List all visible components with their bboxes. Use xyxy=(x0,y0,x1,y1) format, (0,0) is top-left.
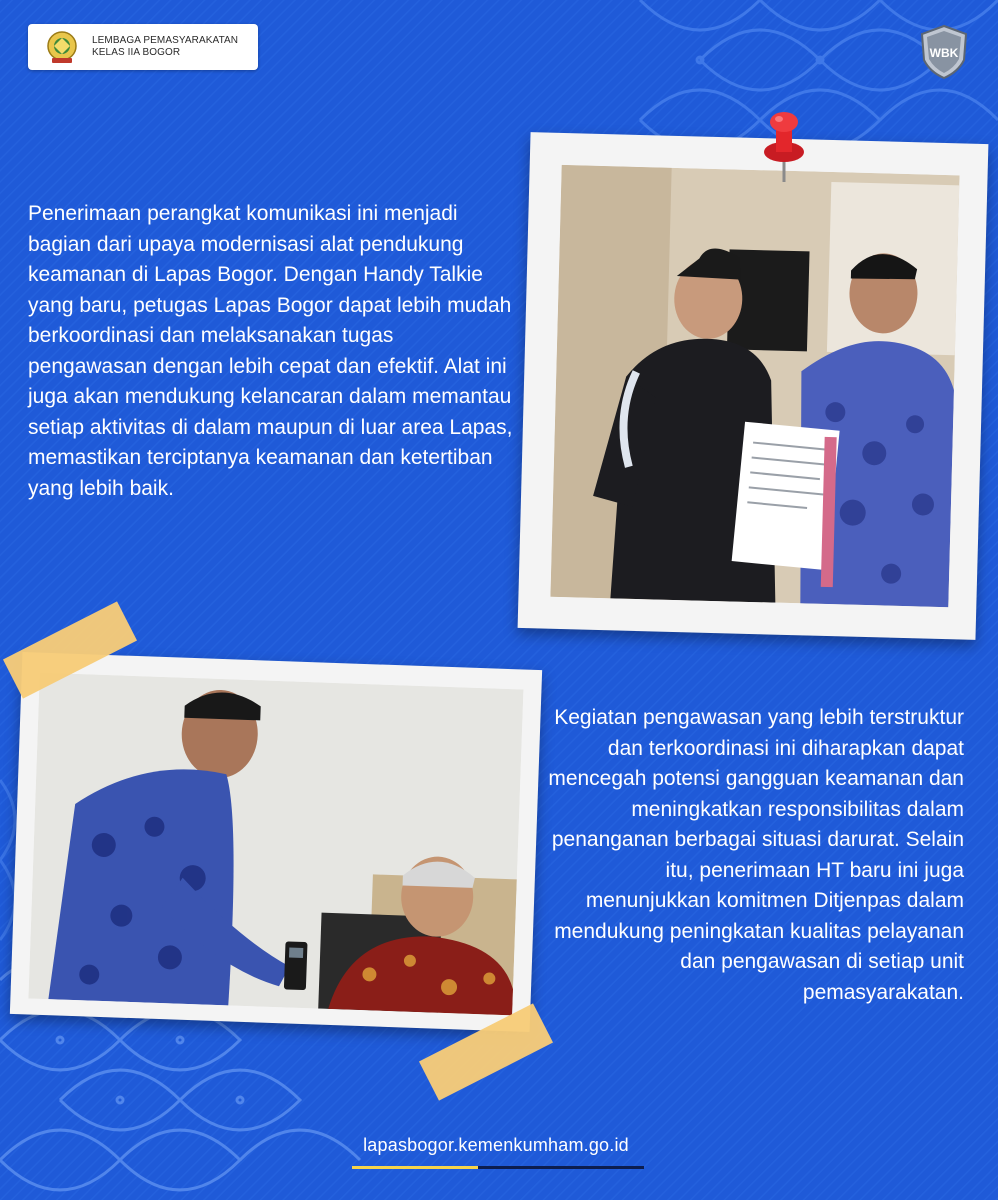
institution-name-line2: KELAS IIA BOGOR xyxy=(92,47,181,58)
website-underline-accent xyxy=(352,1166,478,1169)
website-underline-dark xyxy=(478,1166,644,1169)
website-link[interactable]: lapasbogor.kemenkumham.go.id xyxy=(363,1135,629,1155)
photo-ht-presentation xyxy=(28,673,523,1016)
photo-handover-ht xyxy=(550,165,959,607)
wbk-badge-icon xyxy=(918,24,970,80)
paragraph-top: Penerimaan perangkat komunikasi ini menjadi bagian dari upaya modernisasi alat pendukung keamanan di Lapas Bogor. Dengan Handy Talkie yang baru, petugas Lapas Bogor dapat lebih mudah berkoordinasi dan melaksanakan tugas pengawasan dengan lebih cepat dan efektif. Alat ini juga akan mendukung kelancaran dalam memantau setiap aktivitas di dalam maupun di luar area Lapas, memastikan terciptanya keamanan dan ketertiban yang lebih baik. xyxy=(28,202,513,500)
photo-frame-top xyxy=(518,132,989,640)
wbk-badge-text: WBK xyxy=(929,46,959,60)
paragraph-bottom: Kegiatan pengawasan yang lebih terstruktur dan terkoordinasi ini diharapkan dapat mencegah potensi gangguan keamanan dan meningkatkan responsibilitas dalam penanganan berbagai situasi darurat. Selain itu, penerimaan HT baru ini juga menunjukkan komitmen Ditjenpas dalam mendukung peningkatan kualitas pelayanan dan pengawasan di setiap unit pemasyarakatan. xyxy=(548,706,964,1004)
photo-frame-bottom xyxy=(10,652,542,1032)
institution-name xyxy=(92,35,238,59)
institution-name-line1: LEMBAGA PEMASYARAKATAN xyxy=(92,35,239,46)
institution-logo-box xyxy=(28,24,258,70)
emblem-icon xyxy=(42,29,82,65)
push-pin-icon xyxy=(760,106,808,186)
